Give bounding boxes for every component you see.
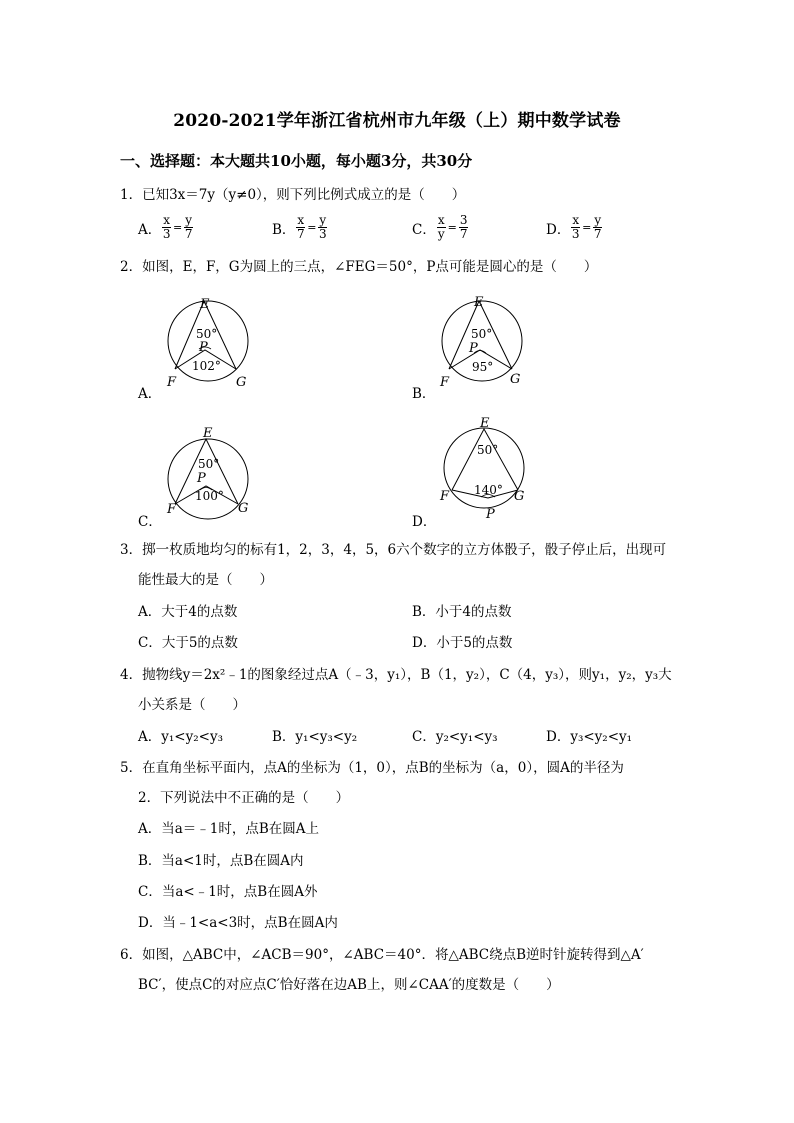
section-heading: 一、选择题：本大题共10小题，每小题3分，共30分 <box>120 152 473 170</box>
question-4-stem-line2: 小关系是（ ） <box>138 697 246 713</box>
q1-option-a: A． $\frac{x}{3}$ = $\frac{y}{7}$ <box>138 213 193 241</box>
point-p: P <box>199 340 208 355</box>
q5-option-a: A．当a＝﹣1时，点B在圆A上 <box>138 821 320 837</box>
q4-option-a: A．y₁<y₂<y₃ <box>138 729 223 745</box>
point-e: E <box>474 295 484 310</box>
q2-figure-c <box>160 420 260 520</box>
q1-option-d: D． $\frac{x}{3}$ = $\frac{y}{7}$ <box>546 213 602 241</box>
q2-figure-d <box>432 412 536 520</box>
question-2-stem: 2．如图，E，F，G为圆上的三点，∠FEG＝50°，P点可能是圆心的是（ ） <box>120 259 598 275</box>
question-6-stem-line1: 6．如图，△ABC中，∠ACB＝90°，∠ABC＝40°．将△ABC绕点B逆时针旋转得到△A′ <box>120 947 644 963</box>
q2-figure-a <box>160 292 260 392</box>
q3-option-a: A．大于4的点数 <box>138 604 238 620</box>
q3-option-c: C．大于5的点数 <box>138 635 238 651</box>
question-3-stem-line1: 3．掷一枚质地均匀的标有1，2，3，4，5，6六个数字的立方体骰子，骰子停止后，出现可 <box>120 542 667 558</box>
point-e: E <box>203 426 213 441</box>
circle <box>168 439 248 519</box>
angle-p-label: 140° <box>474 483 503 497</box>
question-4-stem-line1: 4．抛物线y＝2x²﹣1的图象经过点A（﹣3，y₁），B（1，y₂），C（4，y₃），则y₁，y₂，y₃大 <box>120 667 672 683</box>
point-f: F <box>167 502 177 517</box>
angle-e-label: 50° <box>196 327 218 341</box>
q1-option-b: B． $\frac{x}{7}$ = $\frac{y}{3}$ <box>272 213 327 241</box>
angle-lines-e <box>452 429 518 490</box>
point-p: P <box>197 471 206 486</box>
point-f: F <box>167 375 177 390</box>
q4-option-c: C．y₂<y₁<y₃ <box>412 729 498 745</box>
angle-e-label: 50° <box>471 327 493 341</box>
question-5-stem-line1: 5．在直角坐标平面内，点A的坐标为（1，0），点B的坐标为（a，0），圆A的半径为 <box>120 760 624 776</box>
point-g: G <box>238 501 249 516</box>
angle-p-label: 95° <box>472 360 494 374</box>
question-6-stem-line2: BC′，使点C的对应点C′恰好落在边AB上，则∠CAA′的度数是（ ） <box>138 977 560 993</box>
point-e: E <box>200 297 210 312</box>
q5-option-b: B．当a<1时，点B在圆A内 <box>138 853 304 869</box>
q2-option-c-label: C． <box>138 514 162 530</box>
q2-option-b-label: B． <box>412 386 436 402</box>
point-p: P <box>486 507 495 520</box>
q2-option-d-label: D． <box>412 514 437 530</box>
q5-option-c: C．当a<﹣1时，点B在圆A外 <box>138 884 318 900</box>
point-g: G <box>236 375 247 390</box>
q2-figure-b <box>434 292 534 392</box>
q5-option-d: D．当﹣1<a<3时，点B在圆A内 <box>138 915 338 931</box>
question-1-stem: 1．已知3x＝7y（y≠0），则下列比例式成立的是（ ） <box>120 187 466 203</box>
angle-e-label: 50° <box>198 457 220 471</box>
question-3-stem-line2: 能性最大的是（ ） <box>138 572 273 588</box>
angle-p-label: 100° <box>195 489 224 503</box>
point-f: F <box>440 375 450 390</box>
angle-e-label: 50° <box>477 443 499 457</box>
point-p: P <box>469 341 478 356</box>
point-e: E <box>480 416 490 431</box>
point-g: G <box>510 372 521 387</box>
q4-option-b: B．y₁<y₃<y₂ <box>272 729 358 745</box>
q3-option-d: D．小于5的点数 <box>412 635 513 651</box>
page-title: 2020-2021学年浙江省杭州市九年级（上）期中数学试卷 <box>173 111 621 131</box>
point-g: G <box>514 489 525 504</box>
q4-option-d: D．y₃<y₂<y₁ <box>546 729 633 745</box>
q2-option-a-label: A． <box>138 386 162 402</box>
q3-option-b: B．小于4的点数 <box>412 604 512 620</box>
q1-option-c: C． $\frac{x}{y}$ = $\frac{3}{7}$ <box>412 213 468 241</box>
angle-p-label: 102° <box>192 359 221 373</box>
question-5-stem-line2: 2．下列说法中不正确的是（ ） <box>138 790 350 806</box>
point-f: F <box>440 489 450 504</box>
